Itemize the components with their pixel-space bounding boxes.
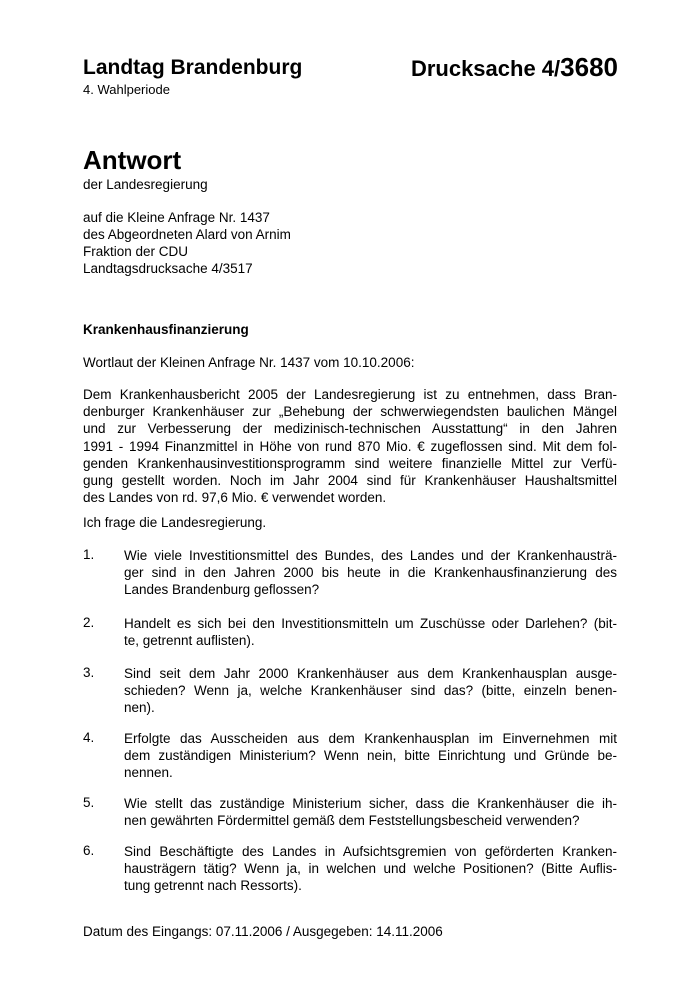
question-text [124,547,617,599]
intro-line: des Landes von rd. 97,6 Mio. € verwendet worden. [83,490,387,506]
parliament-name: Landtag Brandenburg [83,56,303,79]
reference-line: Fraktion der CDU [83,244,189,259]
intro-line: genden Krankenhausinvestitionsprogramm sind weitere finanzielle Mittel zur Verfü- [83,455,617,471]
question-line: dem zuständigen Ministerium? Wenn nein, bitte Einrichtung und Gründe be- [124,748,617,764]
question-text [124,665,617,717]
document-subtitle: der Landesregierung [83,177,208,192]
drucksache-label: Drucksache 4/ [410,56,561,81]
question-number: 4. [83,730,95,745]
question-line: Erfolgte das Ausscheiden aus dem Krankenhausplan im Einvernehmen mit [124,731,617,746]
question-number: 2. [83,615,95,630]
intro-line: denburger Krankenhäuser zur „Behebung der schwerwiegendsten baulichen Mängel [83,404,617,420]
intro-line: 1991 - 1994 Finanzmittel in Höhe von rund 870 Mio. € zugeflossen sind. Mit dem fol- [83,438,617,454]
question-intro: Ich frage die Landesregierung. [83,515,267,530]
intro-line: und zur Verbesserung der medizinisch-technischen Ausstattung“ in den Jahren [83,421,617,437]
wortlaut-line: Wortlaut der Kleinen Anfrage Nr. 1437 vom 10.10.2006: [83,355,415,370]
drucksache-number [411,52,618,83]
question-line: nen gewährten Fördermittel gemäß dem Feststellungsbescheid verwenden? [124,813,580,829]
date-footer: Datum des Eingangs: 07.11.2006 / Ausgegeben: 14.11.2006 [83,924,443,939]
question-text [124,795,617,829]
legislative-period: 4. Wahlperiode [83,82,170,97]
intro-line: gung gestellt worden. Noch im Jahr 2004 sind für Krankenhäuser Haushaltsmittel [83,472,617,488]
question-text [124,730,617,782]
document-header [83,52,618,102]
question-line: Handelt es sich bei den Investitionsmitteln um Zuschüsse oder Darlehen? (bit- [124,616,617,631]
question-line: Sind seit dem Jahr 2000 Krankenhäuser aus dem Krankenhausplan ausge- [124,666,617,681]
question-line: tung getrennt nach Ressorts). [124,878,302,894]
question-number: 1. [83,547,95,562]
question-number: 5. [83,795,95,810]
question-line: Sind Beschäftigte des Landes in Aufsichtsgremien von geförderten Kranken- [124,844,617,859]
question-number: 3. [83,665,95,680]
question-line: schieden? Wenn ja, welche Krankenhäuser sind das? (bitte, einzeln benen- [124,683,617,699]
question-line: hausträgern tätig? Wenn ja, in welchen und welche Positionen? (Bitte Auflis- [124,861,617,877]
question-line: ger sind in den Jahren 2000 bis heute in die Krankenhausfinanzierung des [124,565,617,581]
reference-block [83,209,291,277]
reference-line: Landtagsdrucksache 4/3517 [83,261,253,276]
question-line: Wie viele Investitionsmittel des Bundes, des Landes und der Krankenhausträ- [124,548,617,563]
question-text [124,843,617,895]
document-title: Antwort [83,145,182,175]
question-line: nen). [124,700,155,716]
question-line: Wie stellt das zuständige Ministerium sicher, dass die Krankenhäuser die ih- [124,796,617,811]
reference-line: auf die Kleine Anfrage Nr. 1437 [83,210,270,225]
drucksache-number-value: 3680 [560,52,618,82]
question-line: nennen. [124,765,173,781]
reference-line: des Abgeordneten Alard von Arnim [83,227,291,242]
question-line: Landes Brandenburg geflossen? [124,582,320,598]
intro-line: Dem Krankenhausbericht 2005 der Landesregierung ist zu entnehmen, dass Bran- [83,387,617,402]
question-number: 6. [83,843,95,858]
question-line: te, getrennt auflisten). [124,633,255,649]
intro-paragraph [83,386,617,506]
topic-heading: Krankenhausfinanzierung [83,322,249,337]
question-text [124,615,617,649]
